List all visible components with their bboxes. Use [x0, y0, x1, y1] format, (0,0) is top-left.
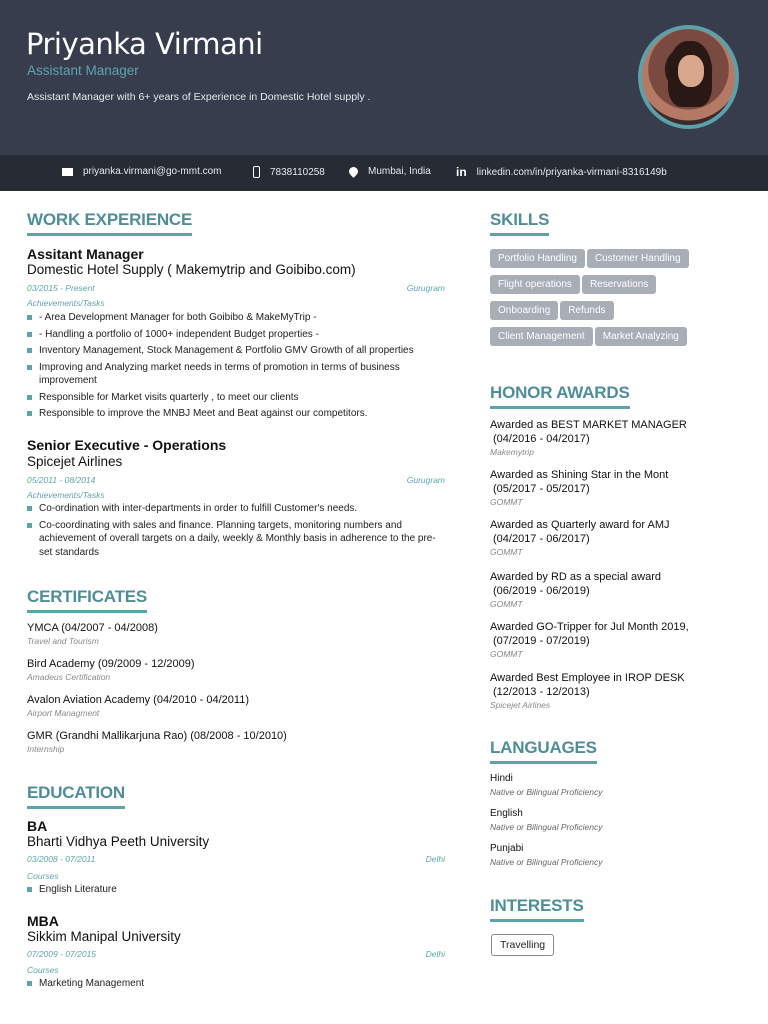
education-location: Delhi [425, 949, 445, 959]
education-date: 03/2008 - 07/2011 [27, 854, 96, 864]
job-organization: Spicejet Airlines [27, 454, 123, 469]
phone-text: 7838110258 [270, 166, 325, 178]
education-school: Bharti Vidhya Peeth University [27, 834, 210, 849]
list-item: Responsible to improve the MNBJ Meet and Beat against our competitors. [27, 407, 445, 421]
certificate-item [27, 694, 249, 718]
person-role: Assistant Manager [27, 63, 139, 78]
education-degree: BA [27, 818, 48, 834]
education-courses-label: Courses [27, 871, 59, 881]
award-dates: (07/2019 - 07/2019) [493, 635, 590, 647]
language-level: Native or Bilingual Proficiency [490, 787, 603, 797]
skill-tag: Customer Handling [587, 249, 689, 268]
contact-location [349, 166, 431, 177]
job-location: Gurugram [406, 283, 445, 293]
award-issuer: GOMMT [490, 599, 523, 609]
person-name: Priyanka Virmani [26, 27, 263, 61]
email-text: priyanka.virmani@go-mmt.com [83, 166, 222, 177]
award-item [490, 570, 720, 609]
contact-bar [0, 155, 768, 191]
certificate-subtitle: Airport Managment [27, 708, 100, 718]
language-level: Native or Bilingual Proficiency [490, 822, 603, 832]
language-item [490, 843, 602, 867]
education-courses-label: Courses [27, 965, 59, 975]
award-dates: (12/2013 - 12/2013) [493, 686, 590, 698]
skill-tag: Onboarding [490, 301, 558, 320]
list-item: English Literature [27, 883, 445, 897]
mail-icon [62, 168, 73, 176]
list-item: - Area Development Manager for both Goibibo & MakeMyTrip - [27, 311, 445, 325]
award-title: Awarded by RD as a special award [490, 571, 661, 583]
section-title-skills: SKILLS [490, 211, 549, 236]
language-item [490, 773, 602, 797]
language-name: English [490, 808, 523, 819]
job-date: 03/2015 - Present [27, 283, 95, 293]
certificate-title: Avalon Aviation Academy (04/2010 - 04/2011) [27, 694, 249, 706]
job-location: Gurugram [406, 475, 445, 485]
list-item: Marketing Management [27, 977, 445, 991]
certificate-item [27, 622, 158, 646]
award-item [490, 518, 720, 557]
award-item [490, 418, 720, 457]
award-title: Awarded as Quarterly award for AMJ [490, 519, 670, 531]
award-title: Awarded as BEST MARKET MANAGER [490, 419, 687, 431]
award-title: Awarded Best Employee in IROP DESK [490, 672, 685, 684]
skill-tag: Reservations [582, 275, 656, 294]
interest-tag: Travelling [491, 934, 554, 956]
job-tasks-list [27, 502, 445, 562]
education-date: 07/2009 - 07/2015 [27, 949, 97, 959]
certificate-subtitle: Amadeus Certification [27, 672, 111, 682]
award-dates: (05/2017 - 05/2017) [493, 483, 590, 495]
certificate-title: GMR (Grandhi Mallikarjuna Rao) (08/2008 - 10/2010) [27, 730, 287, 742]
job-title: Senior Executive - Operations [27, 437, 227, 453]
resume-header [0, 0, 768, 155]
contact-email[interactable] [62, 166, 222, 177]
award-dates: (04/2017 - 06/2017) [493, 533, 590, 545]
list-item: Improving and Analyzing market needs in terms of promotion in terms of business improvement [27, 361, 445, 388]
location-pin-icon [347, 165, 360, 178]
education-courses-list [27, 977, 445, 994]
skill-tag: Flight operations [490, 275, 580, 294]
certificate-item [27, 658, 195, 682]
education-location: Delhi [425, 854, 445, 864]
language-item [490, 808, 602, 832]
language-level: Native or Bilingual Proficiency [490, 857, 603, 867]
education-courses-list [27, 883, 445, 900]
award-issuer: GOMMT [490, 497, 523, 507]
education-school: Sikkim Manipal University [27, 929, 181, 944]
job-tasks-list [27, 311, 445, 424]
certificate-title: Bird Academy (09/2009 - 12/2009) [27, 658, 195, 670]
job-title: Assitant Manager [27, 246, 144, 262]
language-name: Punjabi [490, 843, 524, 854]
section-title-interests: INTERESTS [490, 897, 584, 922]
skill-tag: Market Analyzing [595, 327, 687, 346]
section-title-certificates: CERTIFICATES [27, 588, 147, 613]
certificate-subtitle: Travel and Tourism [27, 636, 99, 646]
section-title-languages: LANGUAGES [490, 739, 597, 764]
certificate-item [27, 730, 287, 754]
job-tasks-label: Achievements/Tasks [27, 298, 105, 308]
language-name: Hindi [490, 773, 513, 784]
photo-face-shape [678, 55, 704, 87]
award-dates: (06/2019 - 06/2019) [493, 585, 590, 597]
education-degree: MBA [27, 913, 59, 929]
location-text: Mumbai, India [368, 166, 431, 177]
award-item [490, 620, 720, 659]
list-item: Co-coordinating with sales and finance. Planning targets, monitoring numbers and achievement of overall targets on a daily, weekly & Monthly basis in adherence to the pre-set standards [27, 519, 445, 560]
award-title: Awarded GO-Tripper for Jul Month 2019, [490, 621, 689, 633]
skill-tag: Client Management [490, 327, 593, 346]
contact-phone[interactable] [253, 166, 325, 178]
job-date: 05/2011 - 08/2014 [27, 475, 96, 485]
profile-photo [638, 25, 739, 129]
linkedin-text: linkedin.com/in/priyanka-virmani-8316149b [476, 166, 667, 178]
award-issuer: GOMMT [490, 649, 523, 659]
skill-tag: Refunds [560, 301, 613, 320]
section-title-awards: HONOR AWARDS [490, 384, 630, 409]
certificate-subtitle: Internship [27, 744, 65, 754]
contact-linkedin[interactable] [456, 166, 667, 178]
list-item: Inventory Management, Stock Management & Portfolio GMV Growth of all properties [27, 344, 445, 358]
list-item: Responsible for Market visits quarterly , to meet our clients [27, 391, 445, 405]
person-summary: Assistant Manager with 6+ years of Experience in Domestic Hotel supply . [27, 91, 371, 103]
award-issuer: GOMMT [490, 547, 523, 557]
list-item: Co-ordination with inter-departments in order to fulfill Customer's needs. [27, 502, 445, 516]
linkedin-icon: in [456, 165, 467, 179]
section-title-education: EDUCATION [27, 784, 125, 809]
list-item: - Handling a portfolio of 1000+ independent Budget properties - [27, 328, 445, 342]
certificate-title: YMCA (04/2007 - 04/2008) [27, 622, 158, 634]
job-organization: Domestic Hotel Supply ( Makemytrip and Goibibo.com) [27, 262, 356, 277]
award-dates: (04/2016 - 04/2017) [493, 433, 590, 445]
phone-icon [253, 166, 260, 178]
award-item [490, 671, 720, 710]
job-tasks-label: Achievements/Tasks [27, 490, 105, 500]
award-issuer: Makemytrip [490, 447, 534, 457]
award-issuer: Spicejet Airlines [490, 700, 551, 710]
award-title: Awarded as Shining Star in the Mont [490, 469, 669, 481]
award-item [490, 468, 720, 507]
skill-tag: Portfolio Handling [490, 249, 585, 268]
skills-list [490, 248, 720, 352]
section-title-work: WORK EXPERIENCE [27, 211, 192, 236]
